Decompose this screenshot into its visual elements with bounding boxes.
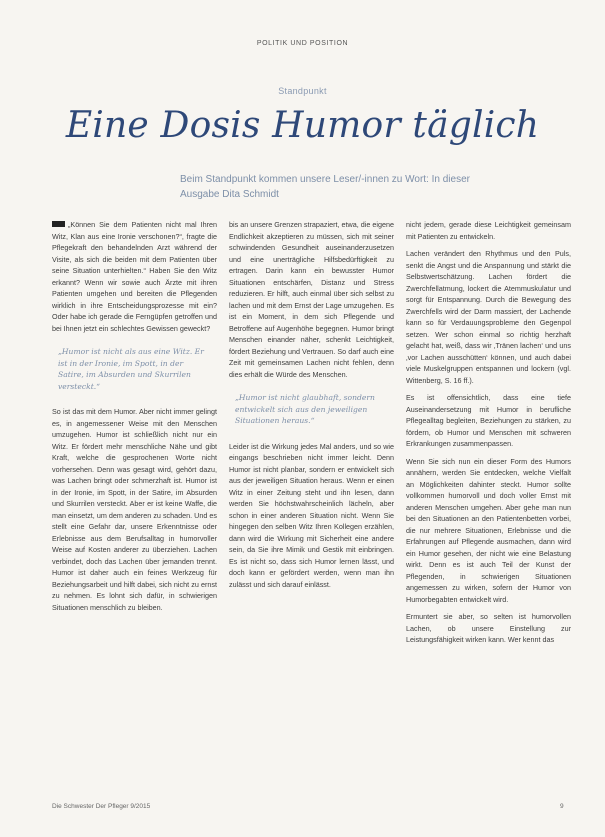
paragraph: Ermuntert sie aber, so selten ist humorvollen Lachen, ob unsere Einstellung zur Leistungsfähigkeit wirken kann. Wer kennt das <box>406 612 571 644</box>
pull-quote: „Humor ist nicht glaubhaft, sondern entwickelt sich aus den jeweiligen Situationen heraus.“ <box>235 393 375 425</box>
paragraph: nicht jedem, gerade diese Leichtigkeit gemeinsam mit Patienten zu entwickeln. <box>406 220 571 241</box>
paragraph: Leider ist die Wirkung jedes Mal anders, und so wie eingangs beschrieben nicht immer leicht. Denn Humor ist nicht planbar, sondern er entwickelt sich aus der jeweiligen Situation heraus. Wenn er einen Witz in einer Zeitung steht und ihn lesen, dann werden Sie höchstwahrscheinlich lächeln, aber schon in einer anderen Situation nicht. Wenn Sie hingegen den selben Witz Ihren Kollegen erzählen, dann wird die Wirkung mit Sicherheit eine andere sein, da Sie ihre Mimik und Gestik mit einbringen. Es ist nicht so, dass sich Humor lernen lässt, und doch kann er gefördert werden, wenn man ihn zulässt und sich darauf einlässt. <box>229 441 394 589</box>
section-marker-icon <box>52 221 65 227</box>
pull-quote: „Humor ist nicht als aus eine Witz. Er ist in der Ironie, im Spott, in der Satire, im Absurden und Skurrilen versteckt.“ <box>58 347 204 391</box>
footer-publication: Die Schwester Der Pfleger 9/2015 <box>52 803 151 810</box>
article-body <box>52 219 572 819</box>
paragraph: Wenn Sie sich nun ein dieser Form des Humors annähern, werden Sie entdecken, welche Vielfalt an Möglichkeiten dahinter steckt. Humor sollte vollkommen humorvoll und doch voller Ernst mit anderen Menschen umgehen. Aber gehe man nun bei den Situationen an den Patientenbetten vorbei, die nur mehrere Situationen, Erlebnisse und die Erfahrungen auf Pflegende ausmachen, dann wird ein Humor gesehen, der nicht wie eine Belastung wirkt. Denn es ist auch Teil der Kunst der Pflegenden, in schwierigen Situationen angemessen zu wirken, sofern der Humor von Humorbegabten entwickelt wird. <box>406 456 571 604</box>
paragraph: So ist das mit dem Humor. Aber nicht immer gelingt es, in angemessener Weise mit den Menschen umzugehen. Humor ist schließlich nicht nur ein Witz. Er fördert mehr menschliche Nähe und gibt Kraft, welche die gesprochenen Worte nicht vorhersehen. Denn was gesagt wird, gehört dazu, was Lachen bringt oder schmerzhaft ist. Humor ist in der Ironie, im Spott, in der Satire, im Absurden und Skurrilen versteckt. Aber er ist keine Waffe, die man einsetzt, um dem anderen zu schaden. Und es stellt eine Gefahr dar, unsere Erkenntnisse oder Erlebnisse aus dem Berufsalltag in humorvoller Weise auf Kosten anderer zu überziehen. Lachen verbindet, doch das Lachen über jemanden trennt. Humor ist daher auch ein feines Werkzeug für Beziehungsarbeit und hilft dabei, sich nicht zu ernst zu nehmen. Es lohnt sich dafür, in schwierigen Situationen menschlich zu bleiben. <box>52 407 217 612</box>
article-kicker: Standpunkt <box>278 86 327 96</box>
paragraph: Es ist offensichtlich, dass eine tiefe Auseinandersetzung mit Humor in berufliche Pflegealltag begleiten, Beziehungen zu stärken, zu fördern, ob Humor und Menschen mit schweren Erkrankungen zusammenpassen. <box>406 393 571 448</box>
paragraph: bis an unsere Grenzen strapaziert, etwa, die eigene Endlichkeit akzeptieren zu müssen, sich mit seiner schwindenden Gesundheit auseinanderzusetzen und eine unerträgliche Hilfsbedürftigkeit zu ertragen. Darin kann ein bewusster Humor Situationen entschärfen, Distanz und Stress reduzieren. Er hilft, auch einmal über sich selbst zu lachen und mit dem Ernst der Lage umzugehen. Es ist ein Moment, in dem sich Pflegende und Betroffene auf Augenhöhe begegnen. Humor bringt Menschen einander näher, schenkt Leichtigkeit, fördert Beziehung und Vertrauen. So darf auch eine Zeit mit gemeinsamen Lachen nicht fehlen, denn dies erhält die Würde des Menschen. <box>229 220 394 379</box>
article-subtitle: Beim Standpunkt kommen unsere Leser/-innen zu Wort: In dieser Ausgabe Dita Schmidt <box>180 174 470 200</box>
section-label: POLITIK UND POSITION <box>256 40 349 47</box>
column-2 <box>229 219 394 819</box>
paragraph: Lachen verändert den Rhythmus und den Puls, senkt die Angst und die Anspannung und stärkt die Selbstwertschätzung. Lachen fördert die Zwerchfellatmung, lockert die Atemmuskulatur und sorgt für Entspannung. Durch die Bewegung des Zwerchfells wird der Darm massiert, der Lachende kann so für Verdauungsprobleme den Gegenpol setzen. Wer schon einmal so richtig herzhaft gelacht hat, weiß, dass wir ‚Tränen lachen‘ und uns ‚vor Lachen ausschütten‘ können, und auch dabei viele Muskelgruppen entspannen und lockern (vgl. Wittenberg, S. 16 ff.). <box>406 249 571 385</box>
column-3 <box>406 219 571 819</box>
column-1 <box>52 219 217 819</box>
paragraph-text: „Können Sie dem Patienten nicht mal Ihren Witz, Klan aus eine Ironie verschonen?“, fragte die Pflegekraft den behandelnden Arzt während der Visite, als sich die beiden mit dem Patienten über seine Situation unterhielten.“ Haben Sie den Witz erkannt? Wenn wir sowie auch Ärzte mit ihren Patienten umgehen und bereiten die Pflegenden wirklich in ihre Entscheidungsprozesse mit ein? Oder habe ich gerade die Ferngüpfen getroffen und bei Ihnen jetzt ein schlechtes Gewissen geweckt? <box>52 220 217 333</box>
article-title: Eine Dosis Humor täglich <box>65 105 540 146</box>
paragraph <box>52 219 217 334</box>
page-number: 9 <box>560 803 564 810</box>
